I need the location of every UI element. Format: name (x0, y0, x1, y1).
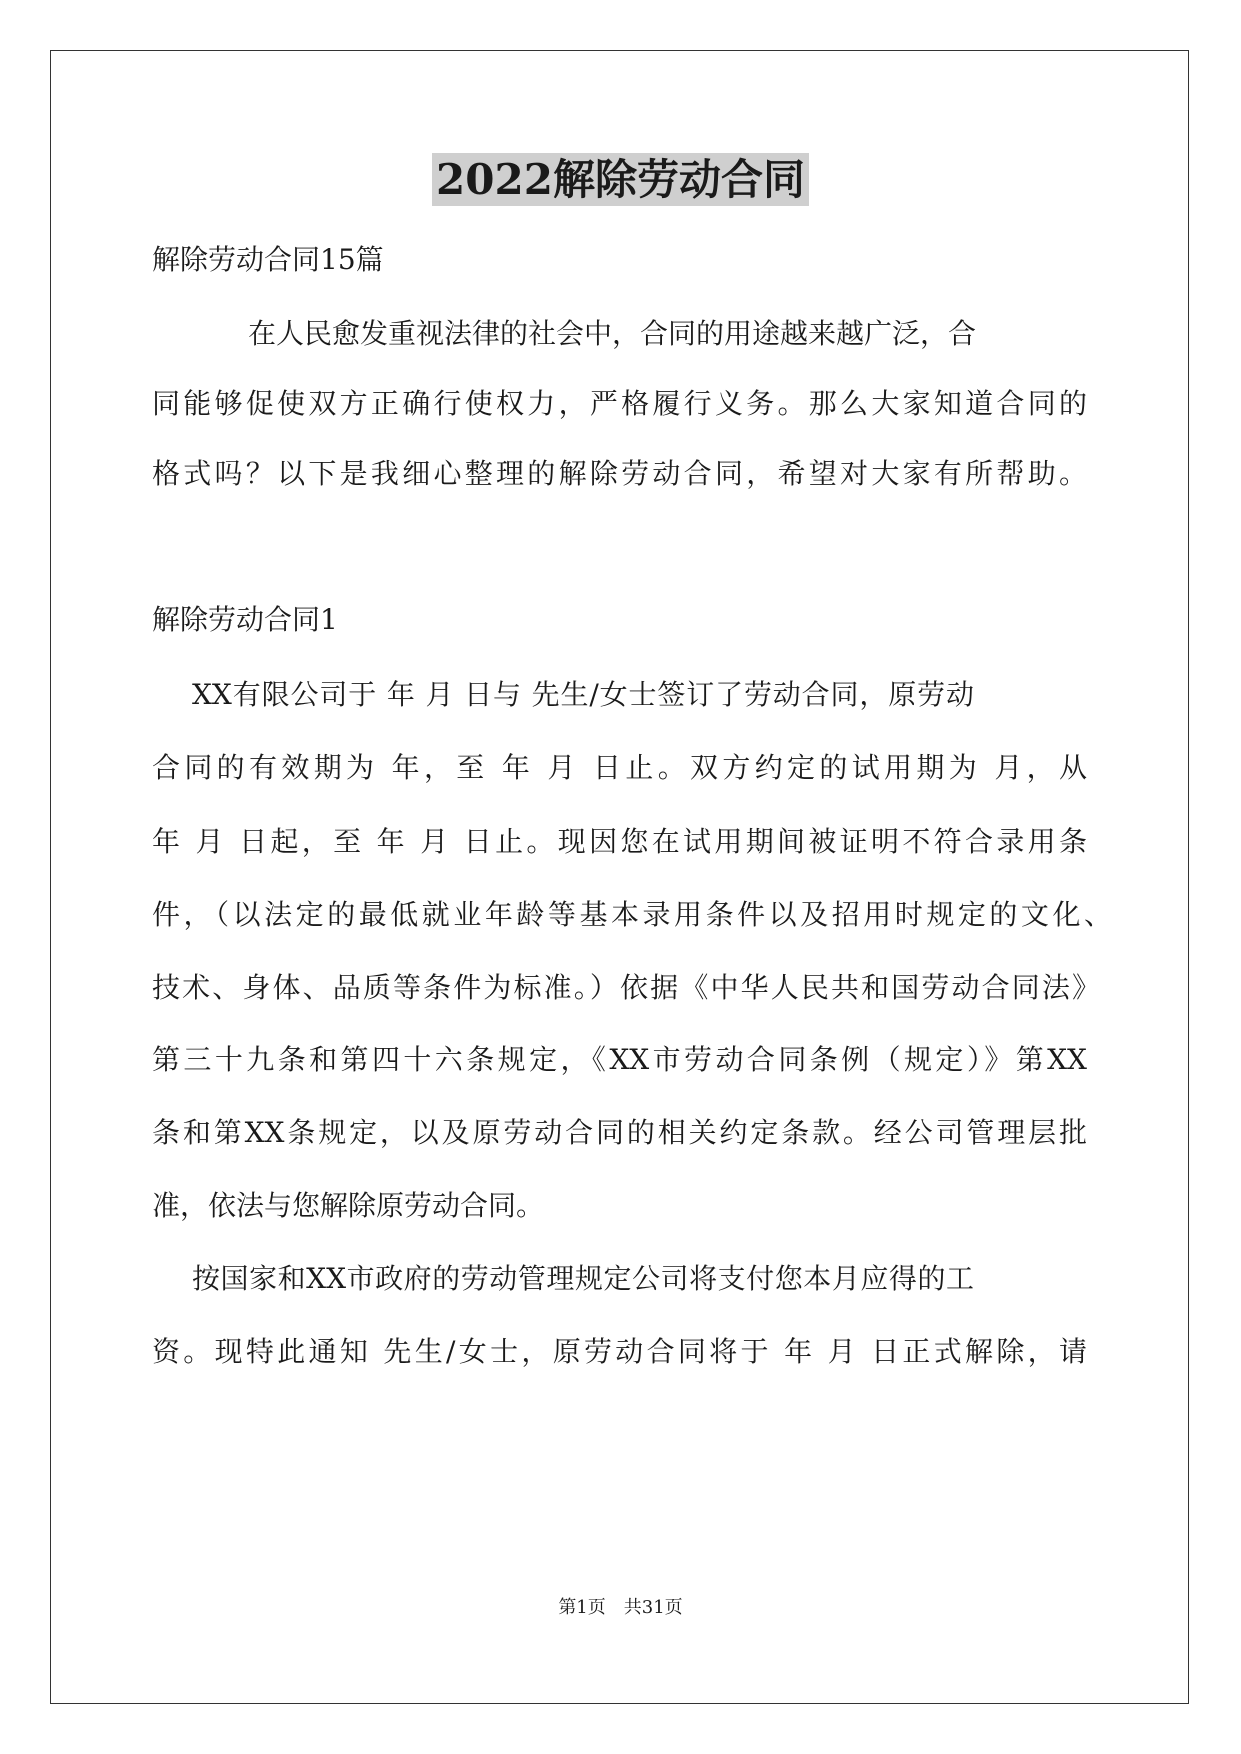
paragraph-line: 按国家和XX市政府的劳动管理规定公司将支付您本月应得的工 (192, 1262, 974, 1295)
paragraph-line: 件，（以法定的最低就业年龄等基本录用条件以及招用时规定的文化、 (152, 898, 1112, 931)
intro-line: 格式吗？以下是我细心整理的解除劳动合同，希望对大家有所帮助。 (152, 457, 1087, 490)
document-subtitle: 解除劳动合同15篇 (152, 243, 384, 276)
intro-line: 在人民愈发重视法律的社会中，合同的用途越来越广泛，合 (248, 317, 977, 350)
paragraph-line: 资。现特此通知 先生/女士，原劳动合同将于 年 月 日正式解除，请 (152, 1335, 1087, 1368)
page-border (50, 50, 1189, 1704)
paragraph-line: 年 月 日起，至 年 月 日止。现因您在试用期间被证明不符合录用条 (152, 825, 1087, 858)
paragraph-line: 准，依法与您解除原劳动合同。 (152, 1189, 545, 1222)
page-footer: 第1页 共31页 (558, 1597, 683, 1618)
document-title-text: 2022解除劳动合同 (432, 153, 809, 206)
paragraph-line: 第三十九条和第四十六条规定，《XX市劳动合同条例（规定）》第XX (152, 1043, 1087, 1076)
document-title (0, 150, 1241, 210)
paragraph-line: 条和第XX条规定，以及原劳动合同的相关约定条款。经公司管理层批 (152, 1116, 1087, 1149)
intro-line: 同能够促使双方正确行使权力，严格履行义务。那么大家知道合同的 (152, 387, 1087, 420)
section-heading: 解除劳动合同1 (152, 603, 338, 636)
paragraph-line: 合同的有效期为 年，至 年 月 日止。双方约定的试用期为 月，从 (152, 751, 1087, 784)
paragraph-line: 技术、身体、品质等条件为标准。）依据《中华人民共和国劳动合同法》 (152, 971, 1100, 1004)
paragraph-line: XX有限公司于 年 月 日与 先生/女士签订了劳动合同，原劳动 (192, 678, 974, 711)
